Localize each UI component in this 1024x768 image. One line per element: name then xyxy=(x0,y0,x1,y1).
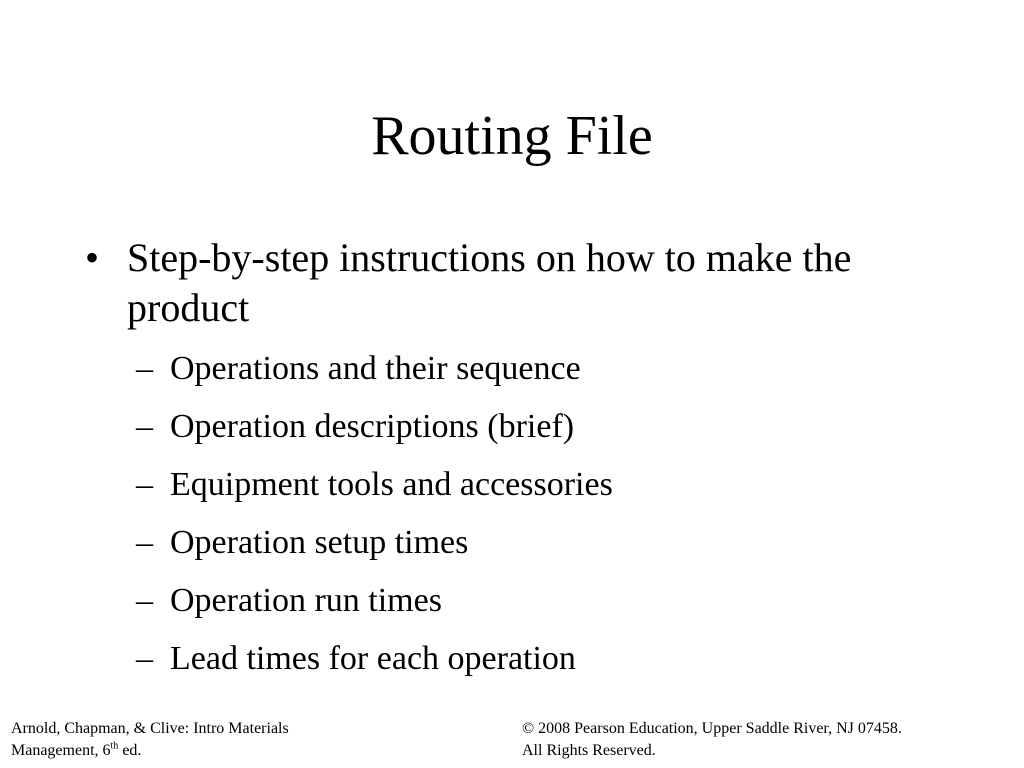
sub-bullet-text: Operation setup times xyxy=(170,524,469,561)
footer-citation-prefix: Management, 6 xyxy=(11,742,111,759)
footer-citation-line2 xyxy=(11,740,289,762)
sub-bullet-item xyxy=(136,581,613,639)
main-bullet-text: Step-by-step instructions on how to make the product xyxy=(127,235,852,330)
sub-bullet-text: Operation descriptions (brief) xyxy=(170,408,575,445)
footer-copyright-line1: © 2008 Pearson Education, Upper Saddle River, NJ 07458. xyxy=(522,720,902,737)
sub-bullet-text: Operations and their sequence xyxy=(170,350,581,387)
bullet-marker: • xyxy=(85,235,100,280)
sub-bullet-text: Operation run times xyxy=(170,582,442,619)
dash-marker: – xyxy=(136,350,153,387)
sub-bullet-item xyxy=(136,639,613,697)
footer-citation-suffix: ed. xyxy=(118,742,142,759)
dash-marker: – xyxy=(136,640,153,677)
sub-bullet-item xyxy=(136,349,613,407)
footer-citation-line1: Arnold, Chapman, & Clive: Intro Materials xyxy=(11,720,289,737)
slide-title: Routing File xyxy=(371,105,653,167)
footer-citation xyxy=(11,718,289,762)
footer-copyright xyxy=(522,718,902,762)
sub-bullet-item xyxy=(136,407,613,465)
dash-marker: – xyxy=(136,524,153,561)
sub-bullet-list xyxy=(136,349,613,697)
footer-copyright-line2: All Rights Reserved. xyxy=(522,742,656,759)
dash-marker: – xyxy=(136,582,153,619)
dash-marker: – xyxy=(136,466,153,503)
sub-bullet-item xyxy=(136,465,613,523)
footer-citation-sup: th xyxy=(110,740,119,752)
main-bullet xyxy=(85,233,925,333)
sub-bullet-item xyxy=(136,523,613,581)
dash-marker: – xyxy=(136,408,153,445)
sub-bullet-text: Lead times for each operation xyxy=(170,640,576,677)
sub-bullet-text: Equipment tools and accessories xyxy=(170,466,613,503)
